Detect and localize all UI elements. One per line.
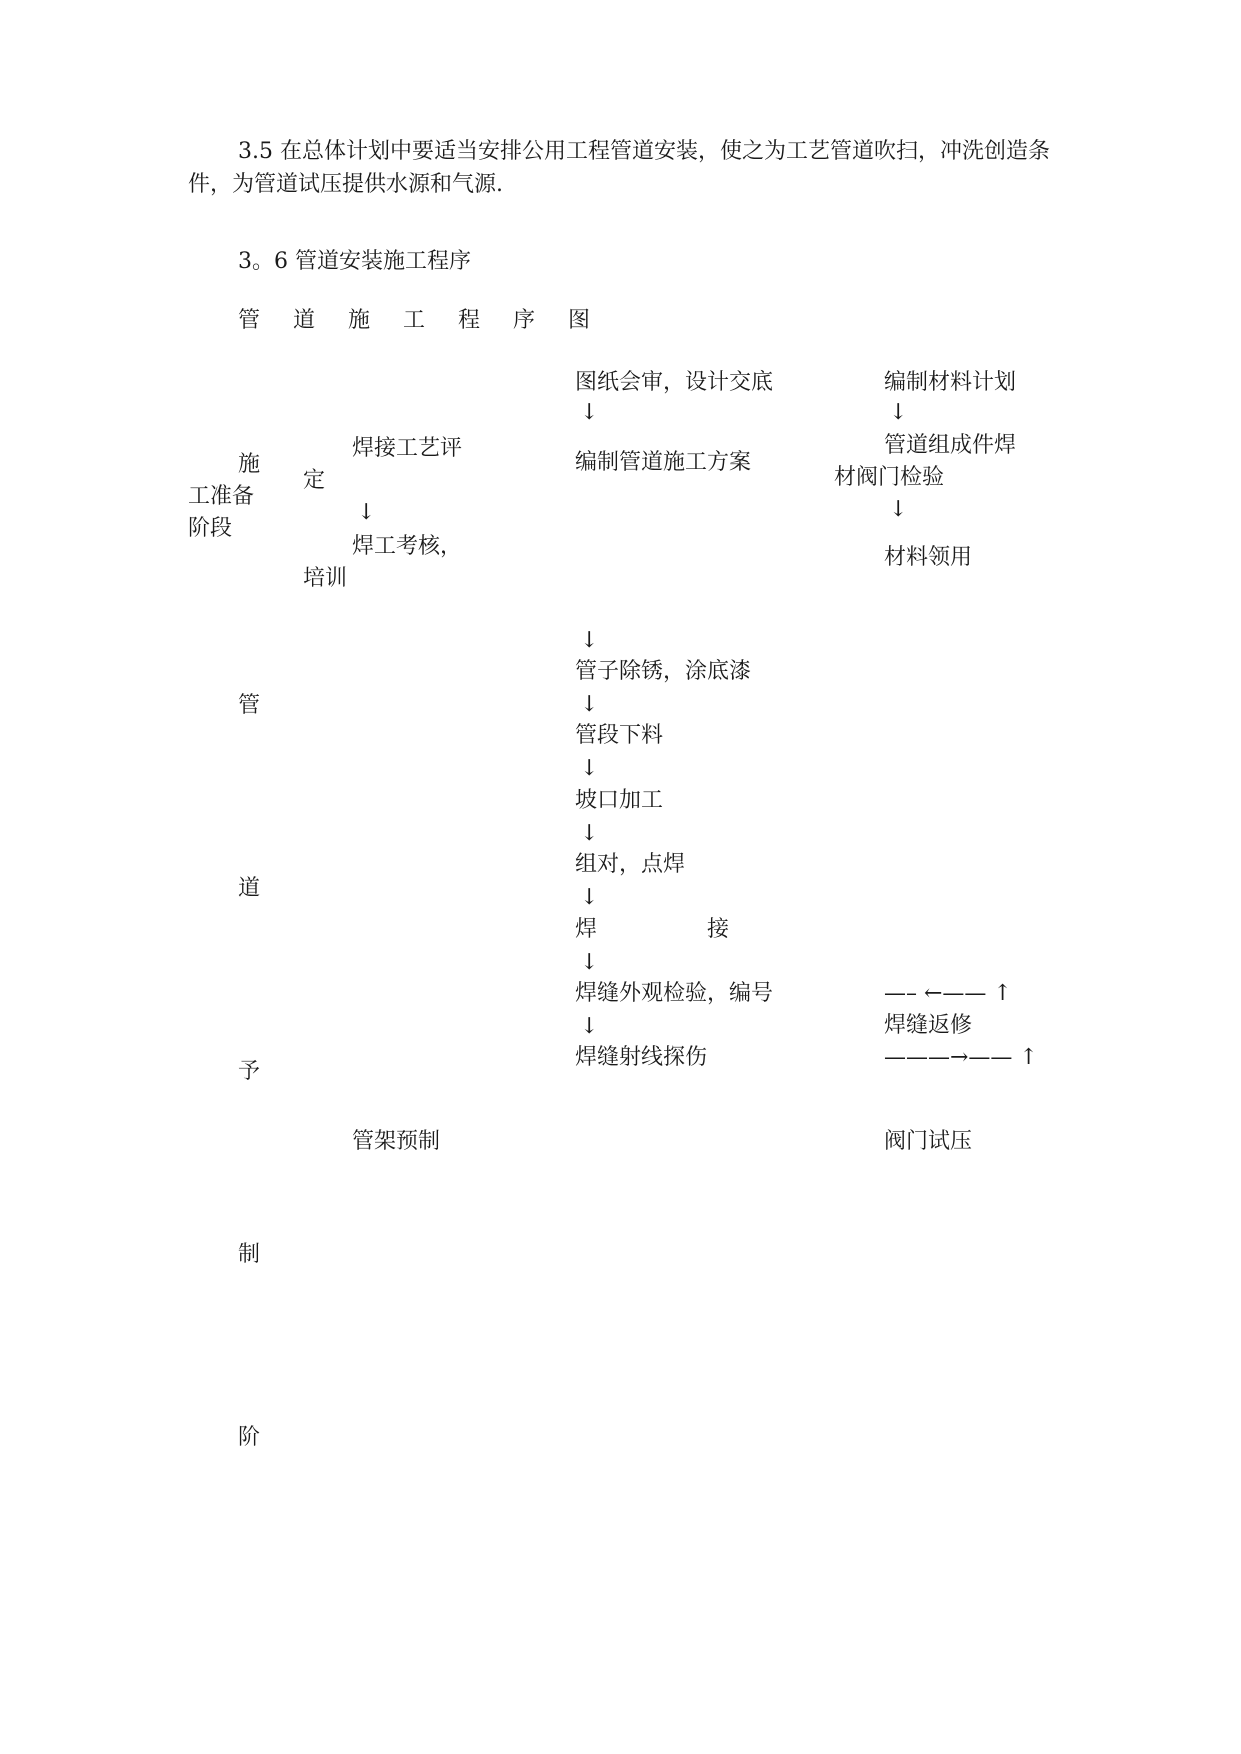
stage-prep-label-1: 施 [238,452,261,477]
welding [575,915,729,945]
repair-loop-arrow-bottom: ———→—— ↑ [884,1045,1038,1070]
down-arrow-icon: ↓ [889,497,908,522]
rust-removal: 管子除锈，涂底漆 [575,659,752,684]
down-arrow-icon: ↓ [580,1014,599,1039]
weld-procedure-qualification-1: 焊接工艺评 [352,436,463,461]
pipe-cutting: 管段下料 [575,723,664,748]
weld-repair: 焊缝返修 [884,1013,973,1038]
section-3-5-paragraph [188,135,1058,201]
welding-char-1: 焊 [575,917,598,942]
stage-prep-label-2: 工准备 [188,484,255,509]
down-arrow-icon: ↓ [357,500,376,525]
down-arrow-icon: ↓ [580,885,599,910]
down-arrow-icon: ↓ [889,400,908,425]
stage-prefab-char: 道 [238,876,261,901]
welding-char-2: 接 [707,917,730,942]
bevel-machining: 坡口加工 [575,788,664,813]
stage-prefab-char: 制 [238,1242,261,1267]
stage-prep-label-3: 阶段 [188,516,233,541]
drawing-review: 图纸会审，设计交底 [575,370,774,395]
down-arrow-icon: ↓ [580,821,599,846]
down-arrow-icon: ↓ [580,400,599,425]
weld-radiography: 焊缝射线探伤 [575,1045,708,1070]
section-3-5-number: 3.5 [238,139,273,164]
section-3-6-heading: 3。6 管道安装施工程序 [238,249,471,274]
material-issue: 材料领用 [884,545,973,570]
pipe-rack-prefab: 管架预制 [352,1129,441,1154]
construction-plan: 编制管道施工方案 [575,450,752,475]
down-arrow-icon: ↓ [580,628,599,653]
stage-prefab-char: 予 [238,1059,261,1084]
down-arrow-icon: ↓ [580,950,599,975]
flow-chart-title: 管 道 施 工 程 序 图 [238,308,603,333]
section-3-5-text: 在总体计划中要适当安排公用工程管道安装，使之为工艺管道吹扫，冲洗创造条件，为管道试压提供水源和气源. [188,139,1051,197]
weld-procedure-qualification-2: 定 [303,468,326,493]
weld-visual-inspection: 焊缝外观检验，编号 [575,981,774,1006]
material-plan: 编制材料计划 [884,370,1017,395]
down-arrow-icon: ↓ [580,692,599,717]
repair-loop-arrow-top: —– ←—— ↑ [884,981,1012,1006]
component-inspection-2: 材阀门检验 [834,465,945,490]
stage-prefab-char: 管 [238,693,261,718]
welder-exam-1: 焊工考核， [352,534,463,559]
stage-prefab-char: 阶 [238,1425,261,1450]
down-arrow-icon: ↓ [580,756,599,781]
valve-pressure-test: 阀门试压 [884,1129,973,1154]
component-inspection-1: 管道组成件焊 [884,433,1017,458]
welder-exam-2: 培训 [303,566,348,591]
fitup-tack-weld: 组对，点焊 [575,852,686,877]
